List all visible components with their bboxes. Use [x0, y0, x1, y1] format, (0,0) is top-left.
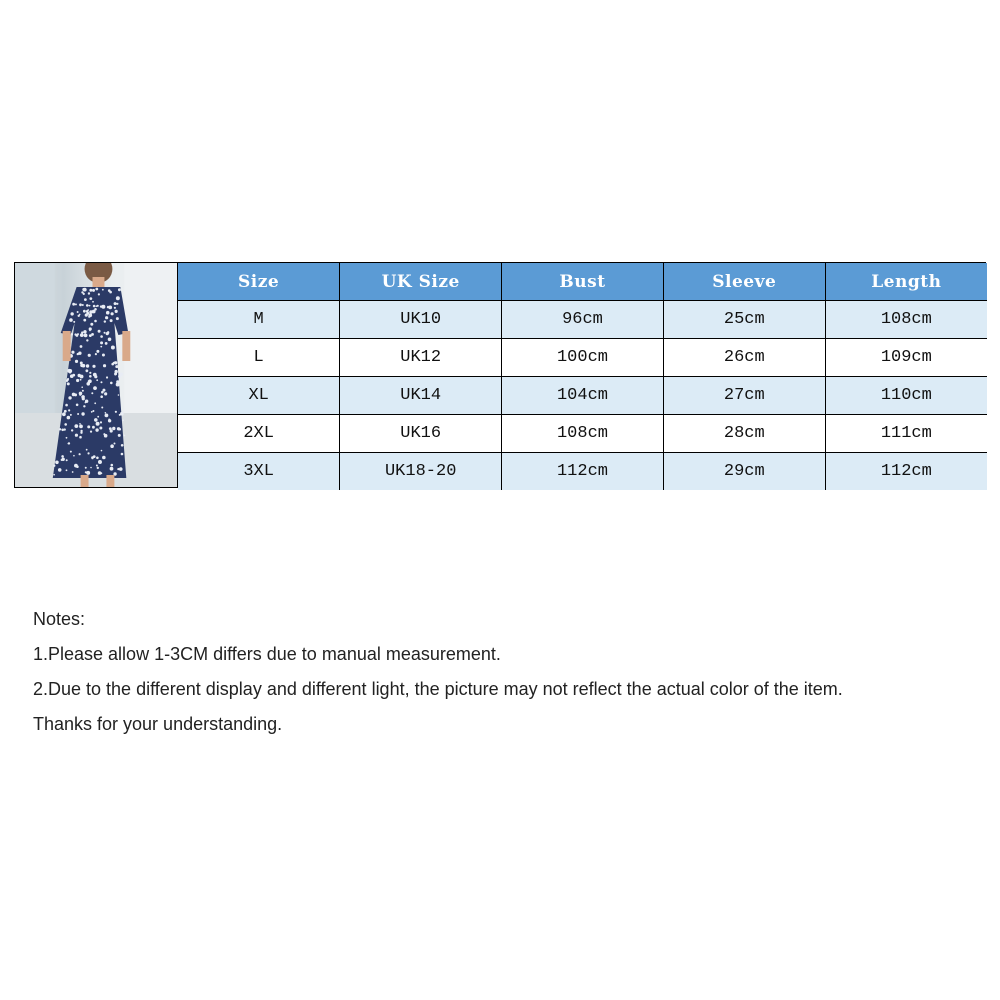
cell-bust: 112cm [502, 453, 664, 491]
dress-model-image [15, 263, 177, 487]
table-row [178, 453, 987, 491]
cell-size: M [178, 301, 340, 339]
cell-sleeve: 26cm [663, 339, 825, 377]
product-photo [15, 263, 178, 487]
cell-bust: 108cm [502, 415, 664, 453]
cell-sleeve: 28cm [663, 415, 825, 453]
notes-section [33, 606, 973, 746]
notes-heading: Notes: [33, 609, 86, 629]
cell-sleeve: 27cm [663, 377, 825, 415]
cell-sleeve: 29cm [663, 453, 825, 491]
table-row [178, 339, 987, 377]
column-header-uk-size: UK Size [340, 263, 502, 301]
size-chart [14, 262, 986, 488]
cell-length: 109cm [825, 339, 987, 377]
size-table [178, 263, 987, 490]
cell-length: 108cm [825, 301, 987, 339]
cell-uk-size: UK10 [340, 301, 502, 339]
cell-length: 111cm [825, 415, 987, 453]
cell-size: 3XL [178, 453, 340, 491]
table-row [178, 301, 987, 339]
note-item: 2.Due to the different display and different light, the picture may not reflect the actual color of the item. [33, 679, 843, 699]
cell-sleeve: 25cm [663, 301, 825, 339]
table-row [178, 415, 987, 453]
cell-bust: 96cm [502, 301, 664, 339]
cell-length: 110cm [825, 377, 987, 415]
cell-size: 2XL [178, 415, 340, 453]
note-item: 1.Please allow 1-3CM differs due to manual measurement. [33, 644, 501, 664]
cell-bust: 100cm [502, 339, 664, 377]
cell-uk-size: UK18-20 [340, 453, 502, 491]
cell-uk-size: UK14 [340, 377, 502, 415]
column-header-bust: Bust [502, 263, 664, 301]
cell-bust: 104cm [502, 377, 664, 415]
column-header-length: Length [825, 263, 987, 301]
cell-size: L [178, 339, 340, 377]
column-header-sleeve: Sleeve [663, 263, 825, 301]
cell-uk-size: UK16 [340, 415, 502, 453]
column-header-size: Size [178, 263, 340, 301]
table-header-row [178, 263, 987, 301]
note-item: Thanks for your understanding. [33, 714, 283, 734]
cell-size: XL [178, 377, 340, 415]
table-row [178, 377, 987, 415]
cell-uk-size: UK12 [340, 339, 502, 377]
cell-length: 112cm [825, 453, 987, 491]
